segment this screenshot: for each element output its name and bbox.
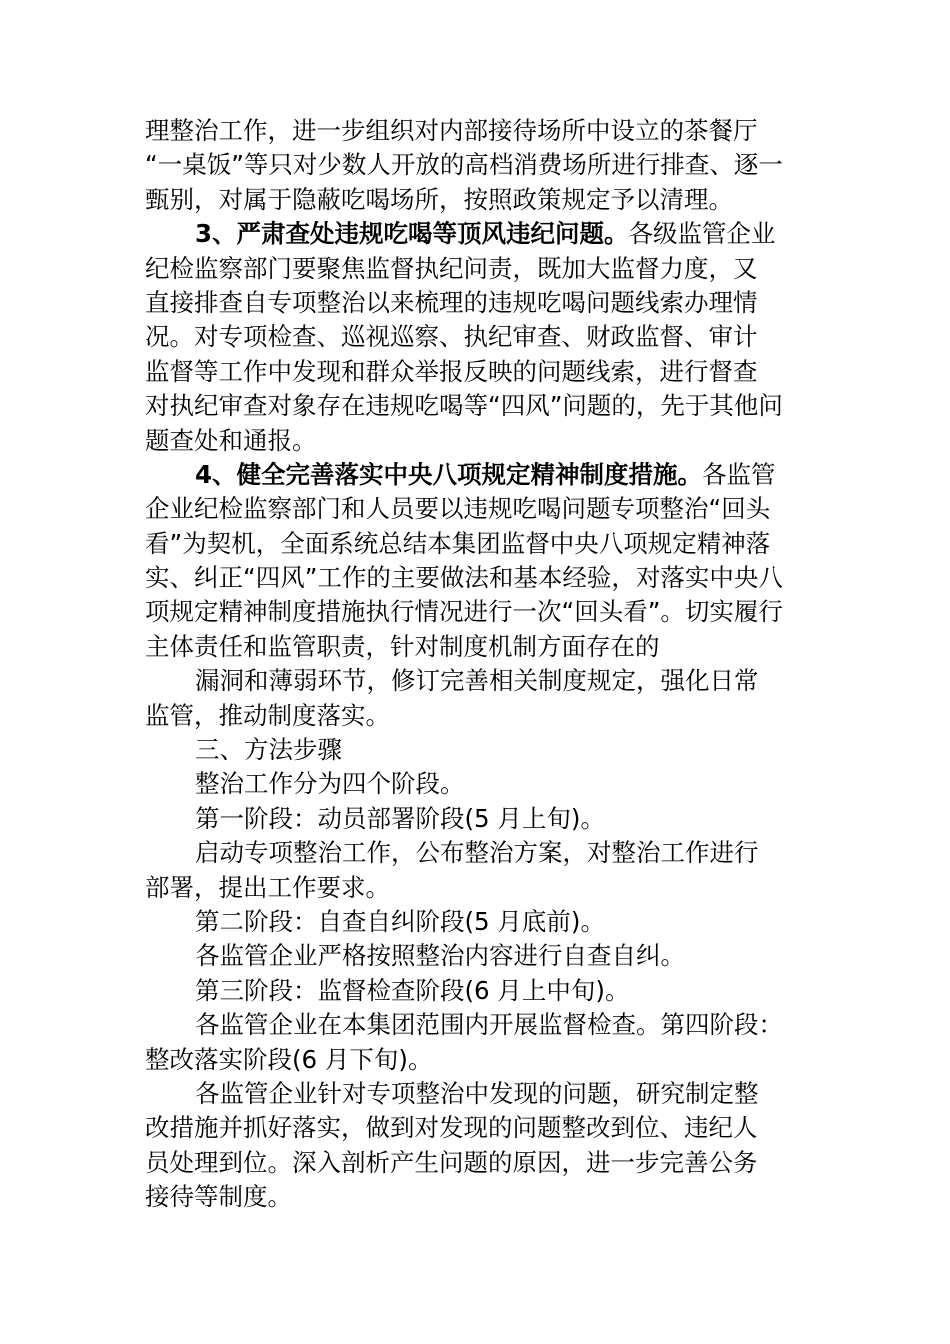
line-text: 对执纪审查对象存在违规吃喝等“四风”问题的，先于其他问: [145, 391, 783, 421]
line-text: 甄别，对属于隐蔽吃喝场所，按照政策规定予以清理。: [145, 184, 733, 214]
text-line: [145, 492, 810, 526]
line-text: “一桌饭”等只对少数人开放的高档消费场所进行排查、逐一: [145, 150, 783, 180]
text-line: [145, 939, 810, 973]
line-text: 整改落实阶段(6 月下旬)。: [145, 1044, 433, 1074]
line-text: 各监管企业针对专项整治中发现的问题，研究制定整: [195, 1078, 759, 1108]
line-text: 三、方法步骤: [195, 735, 342, 765]
line-text: 部署，提出工作要求。: [145, 872, 390, 902]
text-line: [145, 905, 810, 939]
text-line: [145, 595, 810, 629]
line-text: 直接排查自专项整治以来梳理的违规吃喝问题线索办理情: [145, 287, 758, 317]
text-line: [145, 458, 810, 492]
line-text: 接待等制度。: [145, 1182, 292, 1212]
text-line: [145, 527, 810, 561]
line-text: 企业纪检监察部门和人员要以违规吃喝问题专项整治“回头: [145, 494, 771, 524]
line-text: 况。对专项检查、巡视巡察、执纪审查、财政监督、审计: [145, 322, 758, 352]
text-line: [145, 1180, 810, 1214]
text-line: [145, 217, 810, 251]
text-line: [145, 320, 810, 354]
text-line: [145, 252, 810, 286]
text-line: [145, 183, 810, 217]
text-line: [145, 561, 810, 595]
text-line: [145, 1146, 810, 1180]
text-line: [145, 974, 810, 1008]
text-line: [145, 114, 810, 148]
line-text: 各监管企业在本集团范围内开展监督检查。第四阶段：: [195, 1010, 783, 1040]
text-line: [145, 286, 810, 320]
line-text: 各级监管企业: [628, 219, 776, 249]
line-text: 实、纠正“四风”工作的主要做法和基本经验，对落实中央八: [145, 563, 783, 593]
text-line: [145, 148, 810, 182]
text-line: [145, 1111, 810, 1145]
line-text: 第一阶段：动员部署阶段(5 月上旬)。: [195, 803, 605, 833]
line-text: 整治工作分为四个阶段。: [195, 769, 465, 799]
section-heading: 3、严肃查处违规吃喝等顶风违纪问题。: [195, 219, 629, 249]
line-text: 各监管企业严格按照整治内容进行自查自纠。: [195, 941, 685, 971]
text-line: [145, 630, 810, 664]
line-text: 第二阶段：自查自纠阶段(5 月底前)。: [195, 906, 605, 936]
line-text: 主体责任和监管职责，针对制度机制方面存在的: [145, 631, 660, 661]
line-text: 理整治工作，进一步组织对内部接待场所中设立的茶餐厅: [145, 116, 758, 145]
text-line: [145, 389, 810, 423]
text-line: [145, 1008, 810, 1042]
line-text: 监管，推动制度落实。: [145, 700, 390, 730]
line-text: 监督等工作中发现和群众举报反映的问题线索，进行督查: [145, 356, 758, 386]
text-line: [145, 1077, 810, 1111]
text-line: [145, 664, 810, 698]
line-text: 第三阶段：监督检查阶段(6 月上中旬)。: [195, 975, 630, 1005]
line-text: 启动专项整治工作，公布整治方案，对整治工作进行: [195, 838, 759, 868]
line-text: 改措施并抓好落实，做到对发现的问题整改到位、违纪人: [145, 1113, 758, 1143]
text-line: [145, 1043, 810, 1077]
text-line: [145, 767, 810, 801]
line-text: 漏洞和薄弱环节，修订完善相关制度规定，强化日常: [195, 666, 759, 696]
line-text: 项规定精神制度措施执行情况进行一次“回头看”。切实履行: [145, 597, 783, 627]
line-text: 各监管: [702, 459, 776, 489]
section-heading: 4、健全完善落实中央八项规定精神制度措施。: [195, 459, 703, 489]
text-line: [145, 733, 810, 767]
text-line: [145, 424, 810, 458]
document-body: [145, 114, 810, 1215]
text-line: [145, 355, 810, 389]
text-line: [145, 836, 810, 870]
text-line: [145, 871, 810, 905]
text-line: [145, 802, 810, 836]
line-text: 纪检监察部门要聚焦监督执纪问责，既加大监督力度，又: [145, 253, 758, 283]
line-text: 员处理到位。深入剖析产生问题的原因，进一步完善公务: [145, 1147, 758, 1177]
text-line: [145, 699, 810, 733]
line-text: 题查处和通报。: [145, 425, 317, 455]
line-text: 看”为契机，全面系统总结本集团监督中央八项规定精神落: [145, 528, 771, 558]
